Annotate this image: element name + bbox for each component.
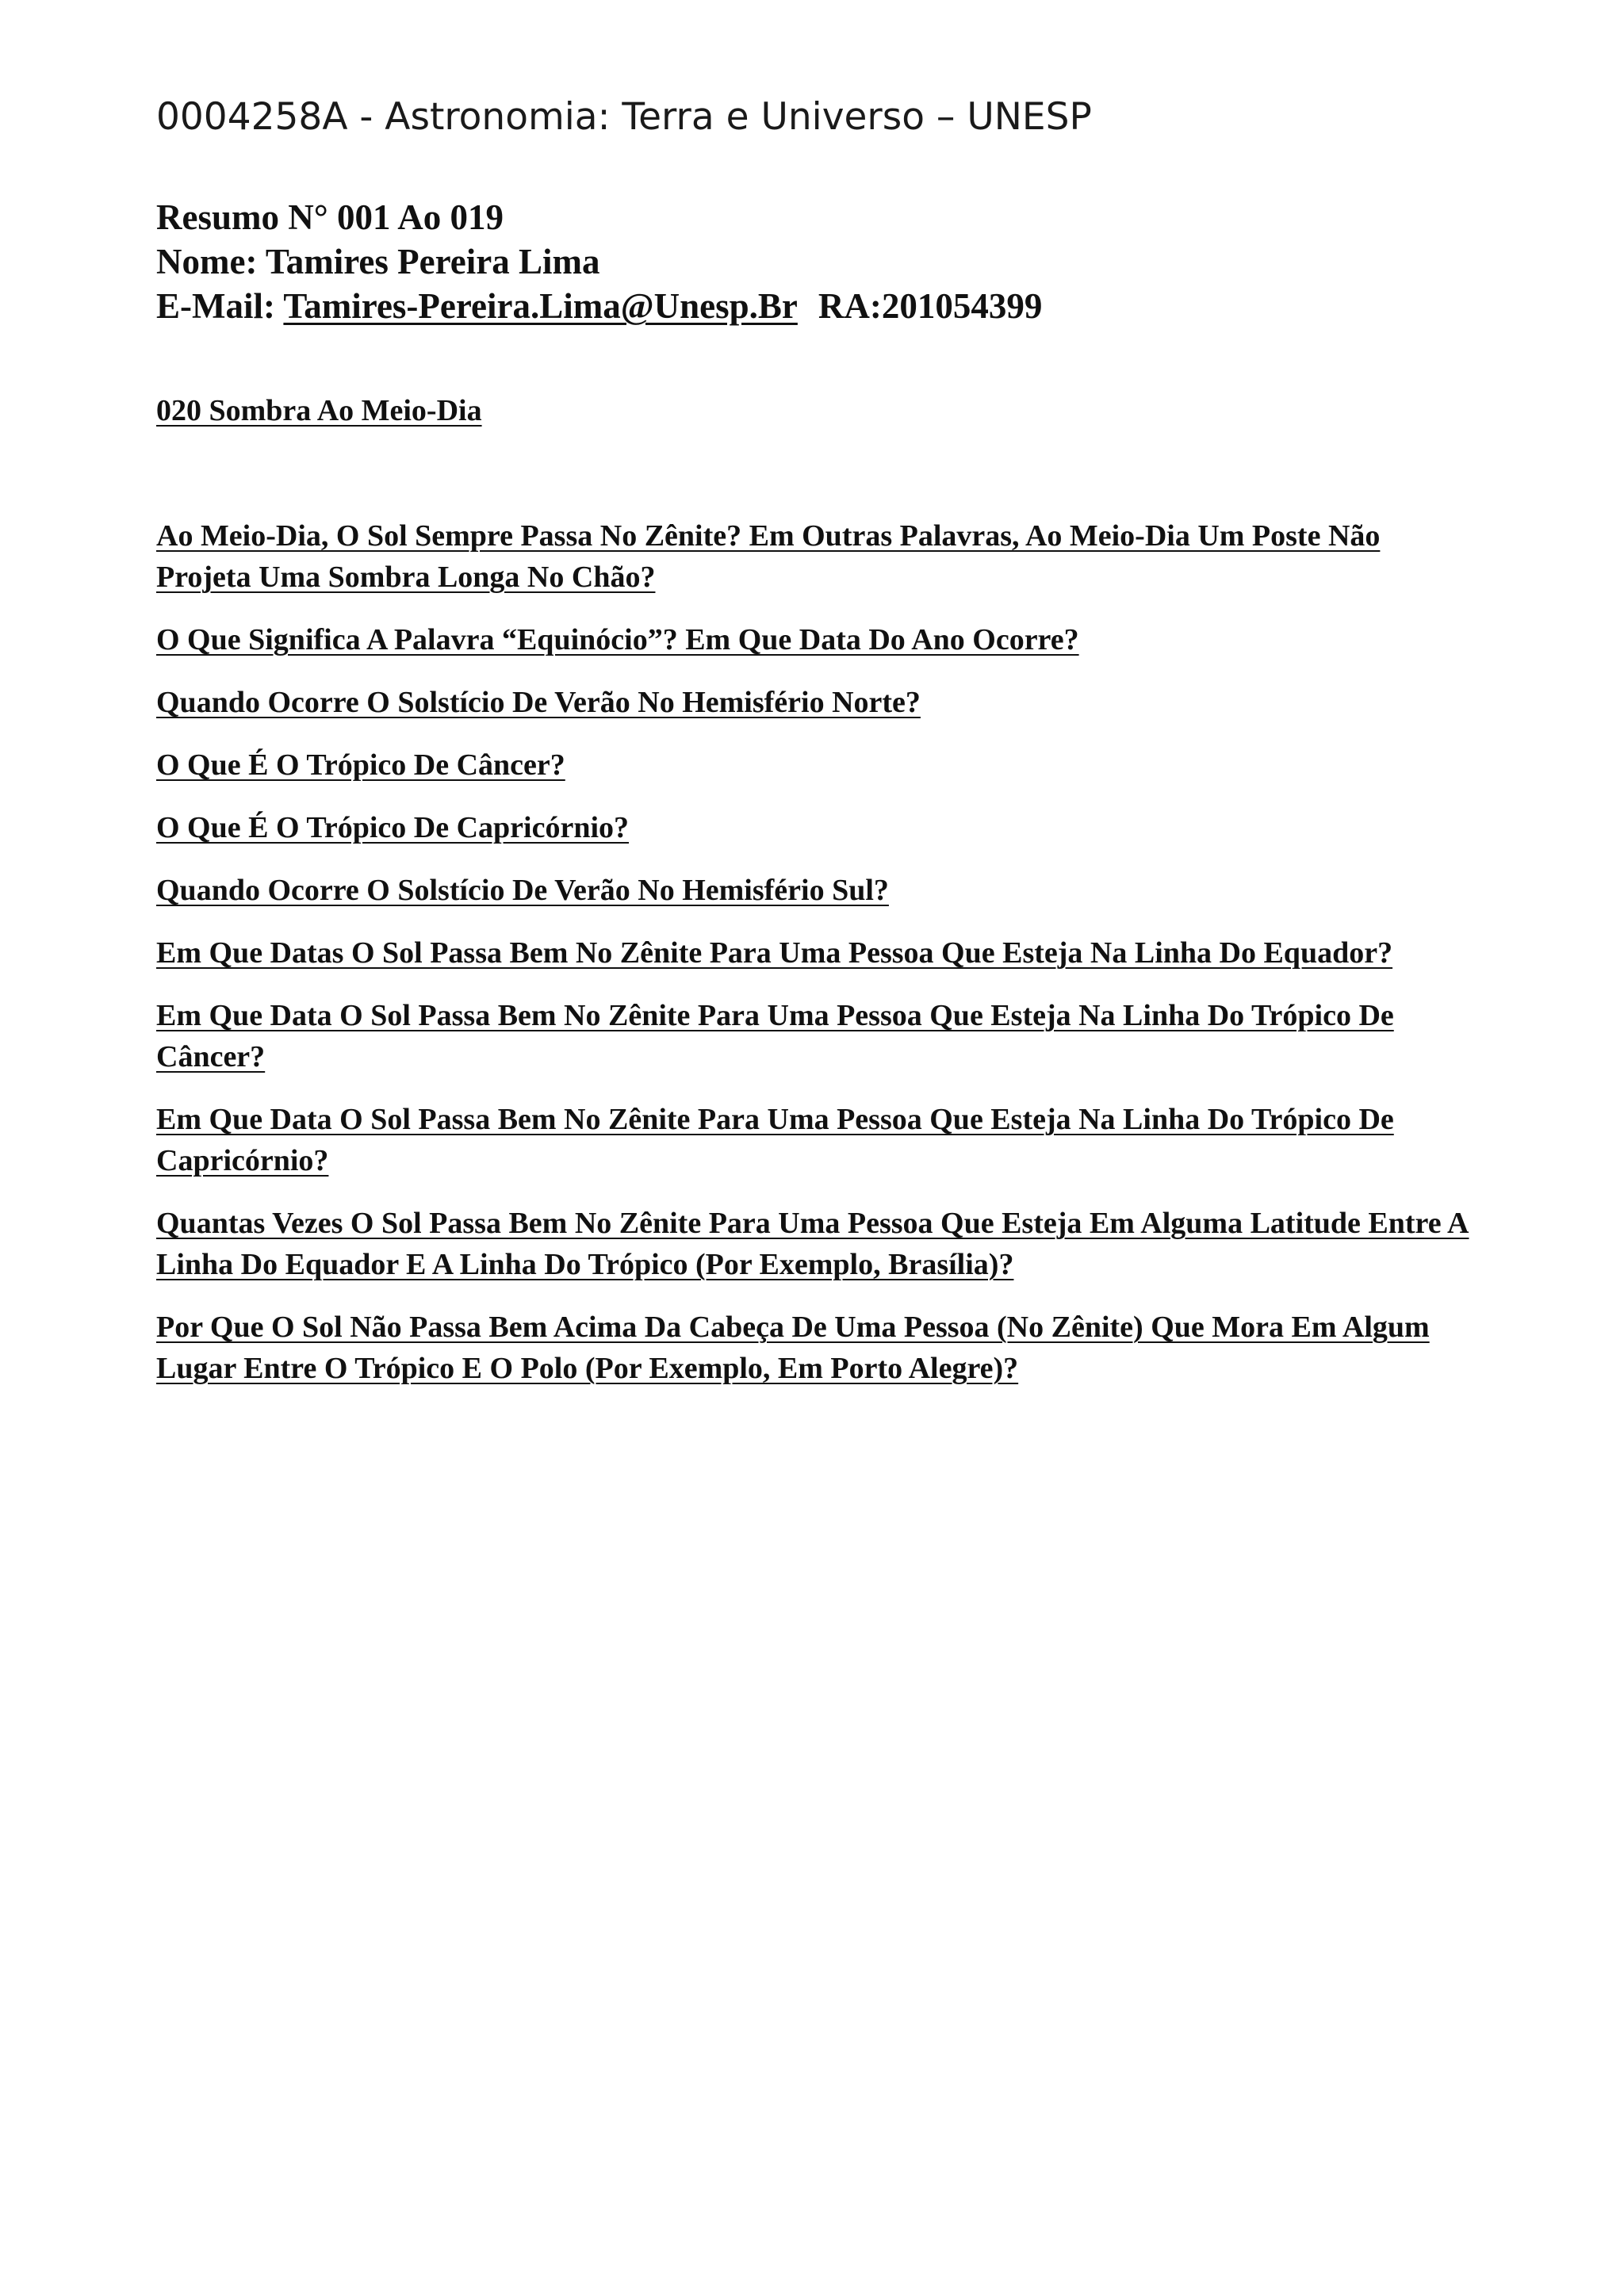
summary-range-line: Resumo N° 001 Ao 019 xyxy=(156,197,504,237)
ra-number: RA:201054399 xyxy=(818,286,1043,326)
question-item: Em Que Datas O Sol Passa Bem No Zênite Para Uma Pessoa Que Esteja Na Linha Do Equador? xyxy=(156,936,1393,970)
question-item: Quantas Vezes O Sol Passa Bem No Zênite Para Uma Pessoa Que Esteja Em Alguma Latitude Entre A Linha Do Equador E A Linha Do Trópico (Por Exemplo, Brasília)? xyxy=(156,1207,1469,1281)
question-item: O Que Significa A Palavra “Equinócio”? Em Que Data Do Ano Ocorre? xyxy=(156,623,1079,656)
question-item: Em Que Data O Sol Passa Bem No Zênite Para Uma Pessoa Que Esteja Na Linha Do Trópico De Câncer? xyxy=(156,999,1394,1073)
question-item: Quando Ocorre O Solstício De Verão No Hemisfério Norte? xyxy=(156,686,921,719)
email-link[interactable]: Tamires-Pereira.Lima@Unesp.Br xyxy=(283,286,798,326)
question-item: O Que É O Trópico De Câncer? xyxy=(156,748,565,782)
student-name-line: Nome: Tamires Pereira Lima xyxy=(156,242,600,281)
question-item: Ao Meio-Dia, O Sol Sempre Passa No Zênite? Em Outras Palavras, Ao Meio-Dia Um Poste Não Projeta Uma Sombra Longa No Chão? xyxy=(156,519,1381,594)
question-item: Quando Ocorre O Solstício De Verão No Hemisfério Sul? xyxy=(156,874,889,907)
email-ra-line xyxy=(156,284,1042,328)
question-list xyxy=(156,515,1473,1410)
student-header xyxy=(156,195,1042,328)
question-item: O Que É O Trópico De Capricórnio? xyxy=(156,811,630,844)
course-title: 0004258A - Astronomia: Terra e Universo – UNESP xyxy=(156,95,1092,139)
question-item: Por Que O Sol Não Passa Bem Acima Da Cabeça De Uma Pessoa (No Zênite) Que Mora Em Algum Lugar Entre O Trópico E O Polo (Por Exemplo, Em Porto Alegre)? xyxy=(156,1311,1430,1385)
email-label: E-Mail: xyxy=(156,286,275,326)
question-item: Em Que Data O Sol Passa Bem No Zênite Para Uma Pessoa Que Esteja Na Linha Do Trópico De Capricórnio? xyxy=(156,1103,1394,1177)
section-title: 020 Sombra Ao Meio-Dia xyxy=(156,394,482,427)
